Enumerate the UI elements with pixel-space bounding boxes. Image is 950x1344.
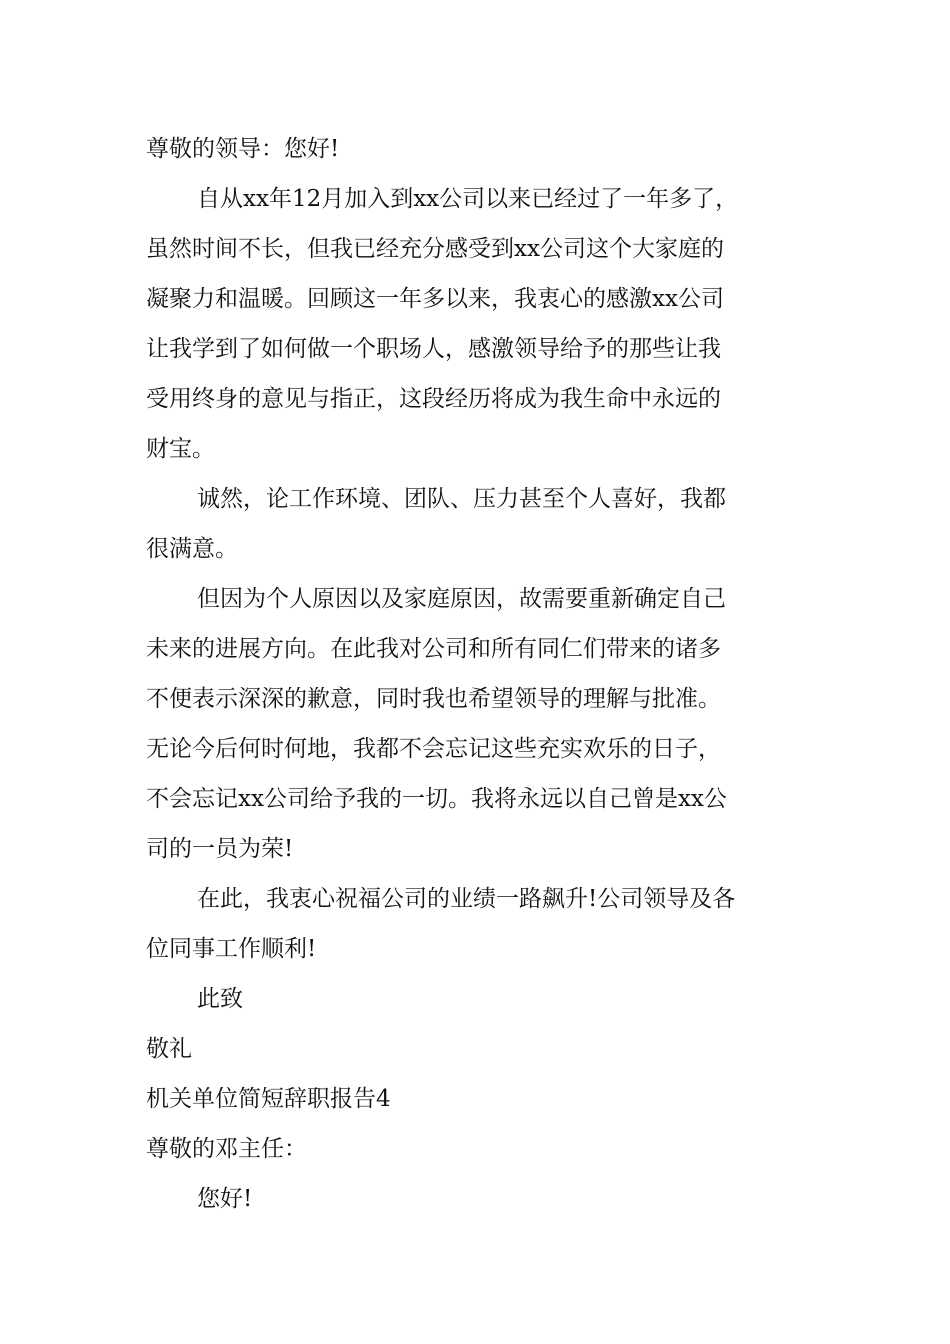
paragraph-line: 很满意。 [146,536,238,562]
paragraph-line: 虽然时间不长，但我已经充分感受到xx公司这个大家庭的 [146,236,724,262]
section-title: 机关单位简短辞职报告4 [146,1086,391,1112]
paragraph-line: 受用终身的意见与指正，这段经历将成为我生命中永远的 [146,386,721,412]
closing-line: 敬礼 [146,1036,192,1062]
paragraph-line: 未来的进展方向。在此我对公司和所有同仁们带来的诸多 [146,636,721,662]
paragraph-line: 不会忘记xx公司给予我的一切。我将永远以自己曾是xx公 [146,786,727,812]
greeting-line: 您好! [197,1186,253,1212]
paragraph-line: 自从xx年12月加入到xx公司以来已经过了一年多了， [197,186,739,212]
paragraph-line: 财宝。 [146,436,215,462]
salutation: 尊敬的领导：您好! [146,136,340,162]
paragraph-line: 不便表示深深的歉意，同时我也希望领导的理解与批准。 [146,686,721,712]
closing-line: 此致 [197,986,243,1012]
paragraph-line: 诚然，论工作环境、团队、压力甚至个人喜好，我都 [197,486,726,512]
paragraph-line: 无论今后何时何地，我都不会忘记这些充实欢乐的日子， [146,736,721,762]
paragraph-line: 司的一员为荣! [146,836,294,862]
paragraph-line: 让我学到了如何做一个职场人，感激领导给予的那些让我 [146,336,721,362]
salutation: 尊敬的邓主任： [146,1136,307,1162]
paragraph-line: 在此，我衷心祝福公司的业绩一路飙升!公司领导及各 [197,886,736,912]
paragraph-line: 但因为个人原因以及家庭原因，故需要重新确定自己 [197,586,726,612]
paragraph-line: 位同事工作顺利! [146,936,317,962]
paragraph-line: 凝聚力和温暖。回顾这一年多以来，我衷心的感激xx公司 [146,286,724,312]
